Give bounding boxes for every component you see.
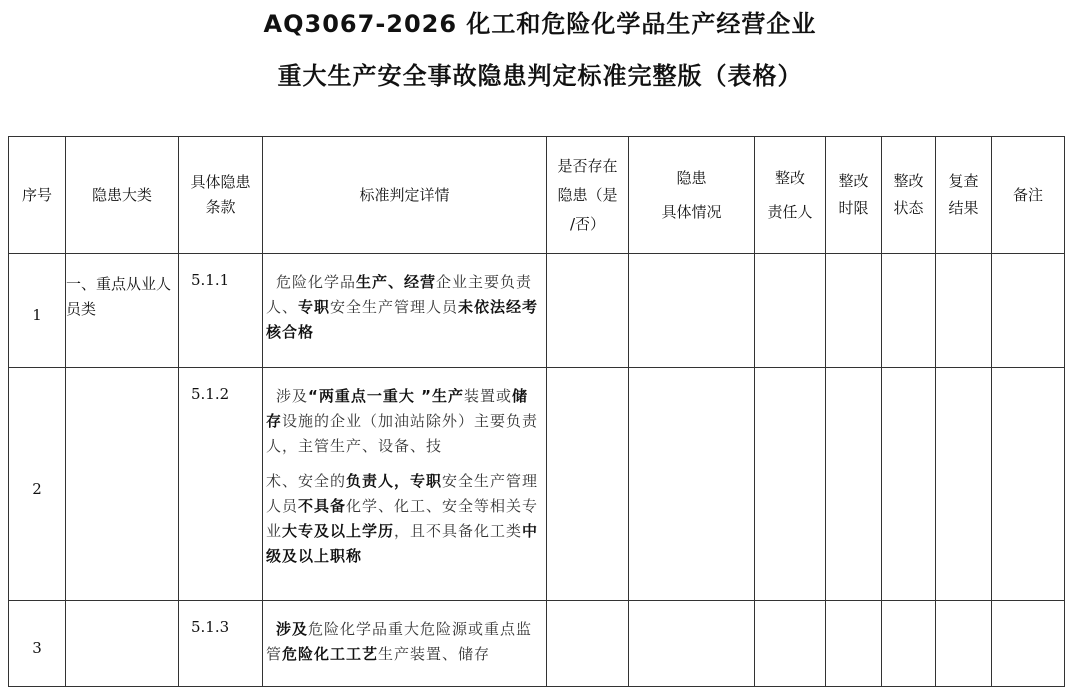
detail-text-run: 危险化学品: [276, 273, 357, 291]
header-clause: 具体隐患 条款: [179, 137, 263, 254]
detail-text-run: 危险化学品重大危险源或重点监管: [266, 620, 533, 663]
cell-status[interactable]: [882, 254, 936, 368]
detail-text-run: 未依法经考核合格: [266, 298, 539, 341]
header-owner: 整改 责任人: [755, 137, 826, 254]
hazard-checklist-table: [8, 136, 1065, 687]
detail-text-run: 生产装置、储存: [378, 645, 491, 663]
detail-text-run: 设施的企业（加油站除外）主要负责人，主管生产、设备、技: [266, 412, 539, 455]
detail-text-run: 专职: [298, 298, 331, 316]
detail-text-run: 储存: [266, 387, 528, 430]
cell-situation[interactable]: [629, 368, 755, 601]
cell-review[interactable]: [936, 254, 992, 368]
header-situation: 隐患 具体情况: [629, 137, 755, 254]
detail-text-run: 企业主要负责人、: [266, 273, 533, 316]
row-clause: 5.1.3: [179, 601, 263, 687]
cell-situation[interactable]: [629, 254, 755, 368]
cell-remarks[interactable]: [992, 254, 1065, 368]
document-title-line-1: AQ3067-2026 化工和危险化学品生产经营企业: [263, 10, 817, 38]
document-title-line-2: 重大生产安全事故隐患判定标准完整版（表格）: [277, 62, 803, 90]
cell-deadline[interactable]: [826, 601, 882, 687]
header-row: [9, 137, 1065, 254]
detail-text-run: 安全生产管理人员: [330, 298, 459, 316]
table-row: [9, 368, 1065, 601]
header-exists: 是否存在 隐患（是 /否）: [547, 137, 629, 254]
row-category: [66, 601, 179, 687]
row-clause: 5.1.2: [179, 368, 263, 601]
table-row: [9, 601, 1065, 687]
row-seq: 1: [9, 254, 66, 368]
header-review: 复查 结果: [936, 137, 992, 254]
cell-remarks[interactable]: [992, 601, 1065, 687]
cell-deadline[interactable]: [826, 254, 882, 368]
cell-remarks[interactable]: [992, 368, 1065, 601]
cell-review[interactable]: [936, 601, 992, 687]
cell-review[interactable]: [936, 368, 992, 601]
detail-text-run: 安全生产管理人员: [266, 472, 539, 515]
detail-text-run: 中级及以上职称: [266, 522, 539, 565]
header-detail: 标准判定详情: [263, 137, 547, 254]
detail-text-run: 装置或: [463, 387, 512, 405]
header-remarks: 备注: [992, 137, 1065, 254]
detail-text-run: “两重点一重大 ”生产: [308, 387, 464, 405]
cell-deadline[interactable]: [826, 368, 882, 601]
row-detail: [263, 368, 547, 601]
detail-text-run: 大专及以上学历: [282, 522, 395, 540]
header-category: 隐患大类: [66, 137, 179, 254]
detail-text-run: 生产、经营: [356, 273, 437, 291]
detail-text-run: 负责人，专职: [346, 472, 443, 490]
cell-owner[interactable]: [755, 601, 826, 687]
cell-status[interactable]: [882, 368, 936, 601]
header-deadline: 整改 时限: [826, 137, 882, 254]
header-status: 整改 状态: [882, 137, 936, 254]
row-category: 一、重点从业人员类: [66, 254, 179, 368]
table-row: [9, 254, 1065, 368]
row-seq: 3: [9, 601, 66, 687]
detail-text-run: 危险化工工艺: [282, 645, 379, 663]
detail-text-run: 不具备: [298, 497, 347, 515]
row-detail: [263, 601, 547, 687]
detail-text-run: ，且不具备化工类: [394, 522, 523, 540]
row-category: [66, 368, 179, 601]
row-detail: [263, 254, 547, 368]
header-seq: 序号: [9, 137, 66, 254]
cell-situation[interactable]: [629, 601, 755, 687]
cell-owner[interactable]: [755, 368, 826, 601]
cell-exists[interactable]: [547, 254, 629, 368]
cell-exists[interactable]: [547, 368, 629, 601]
detail-text-run: 化学、化工、安全等相关专业: [266, 497, 539, 540]
cell-status[interactable]: [882, 601, 936, 687]
row-seq: 2: [9, 368, 66, 601]
detail-text-run: 涉及: [276, 620, 309, 638]
cell-owner[interactable]: [755, 254, 826, 368]
detail-text-run: 术、安全的: [266, 472, 347, 490]
cell-exists[interactable]: [547, 601, 629, 687]
detail-text-run: 涉及: [276, 387, 309, 405]
row-clause: 5.1.1: [179, 254, 263, 368]
